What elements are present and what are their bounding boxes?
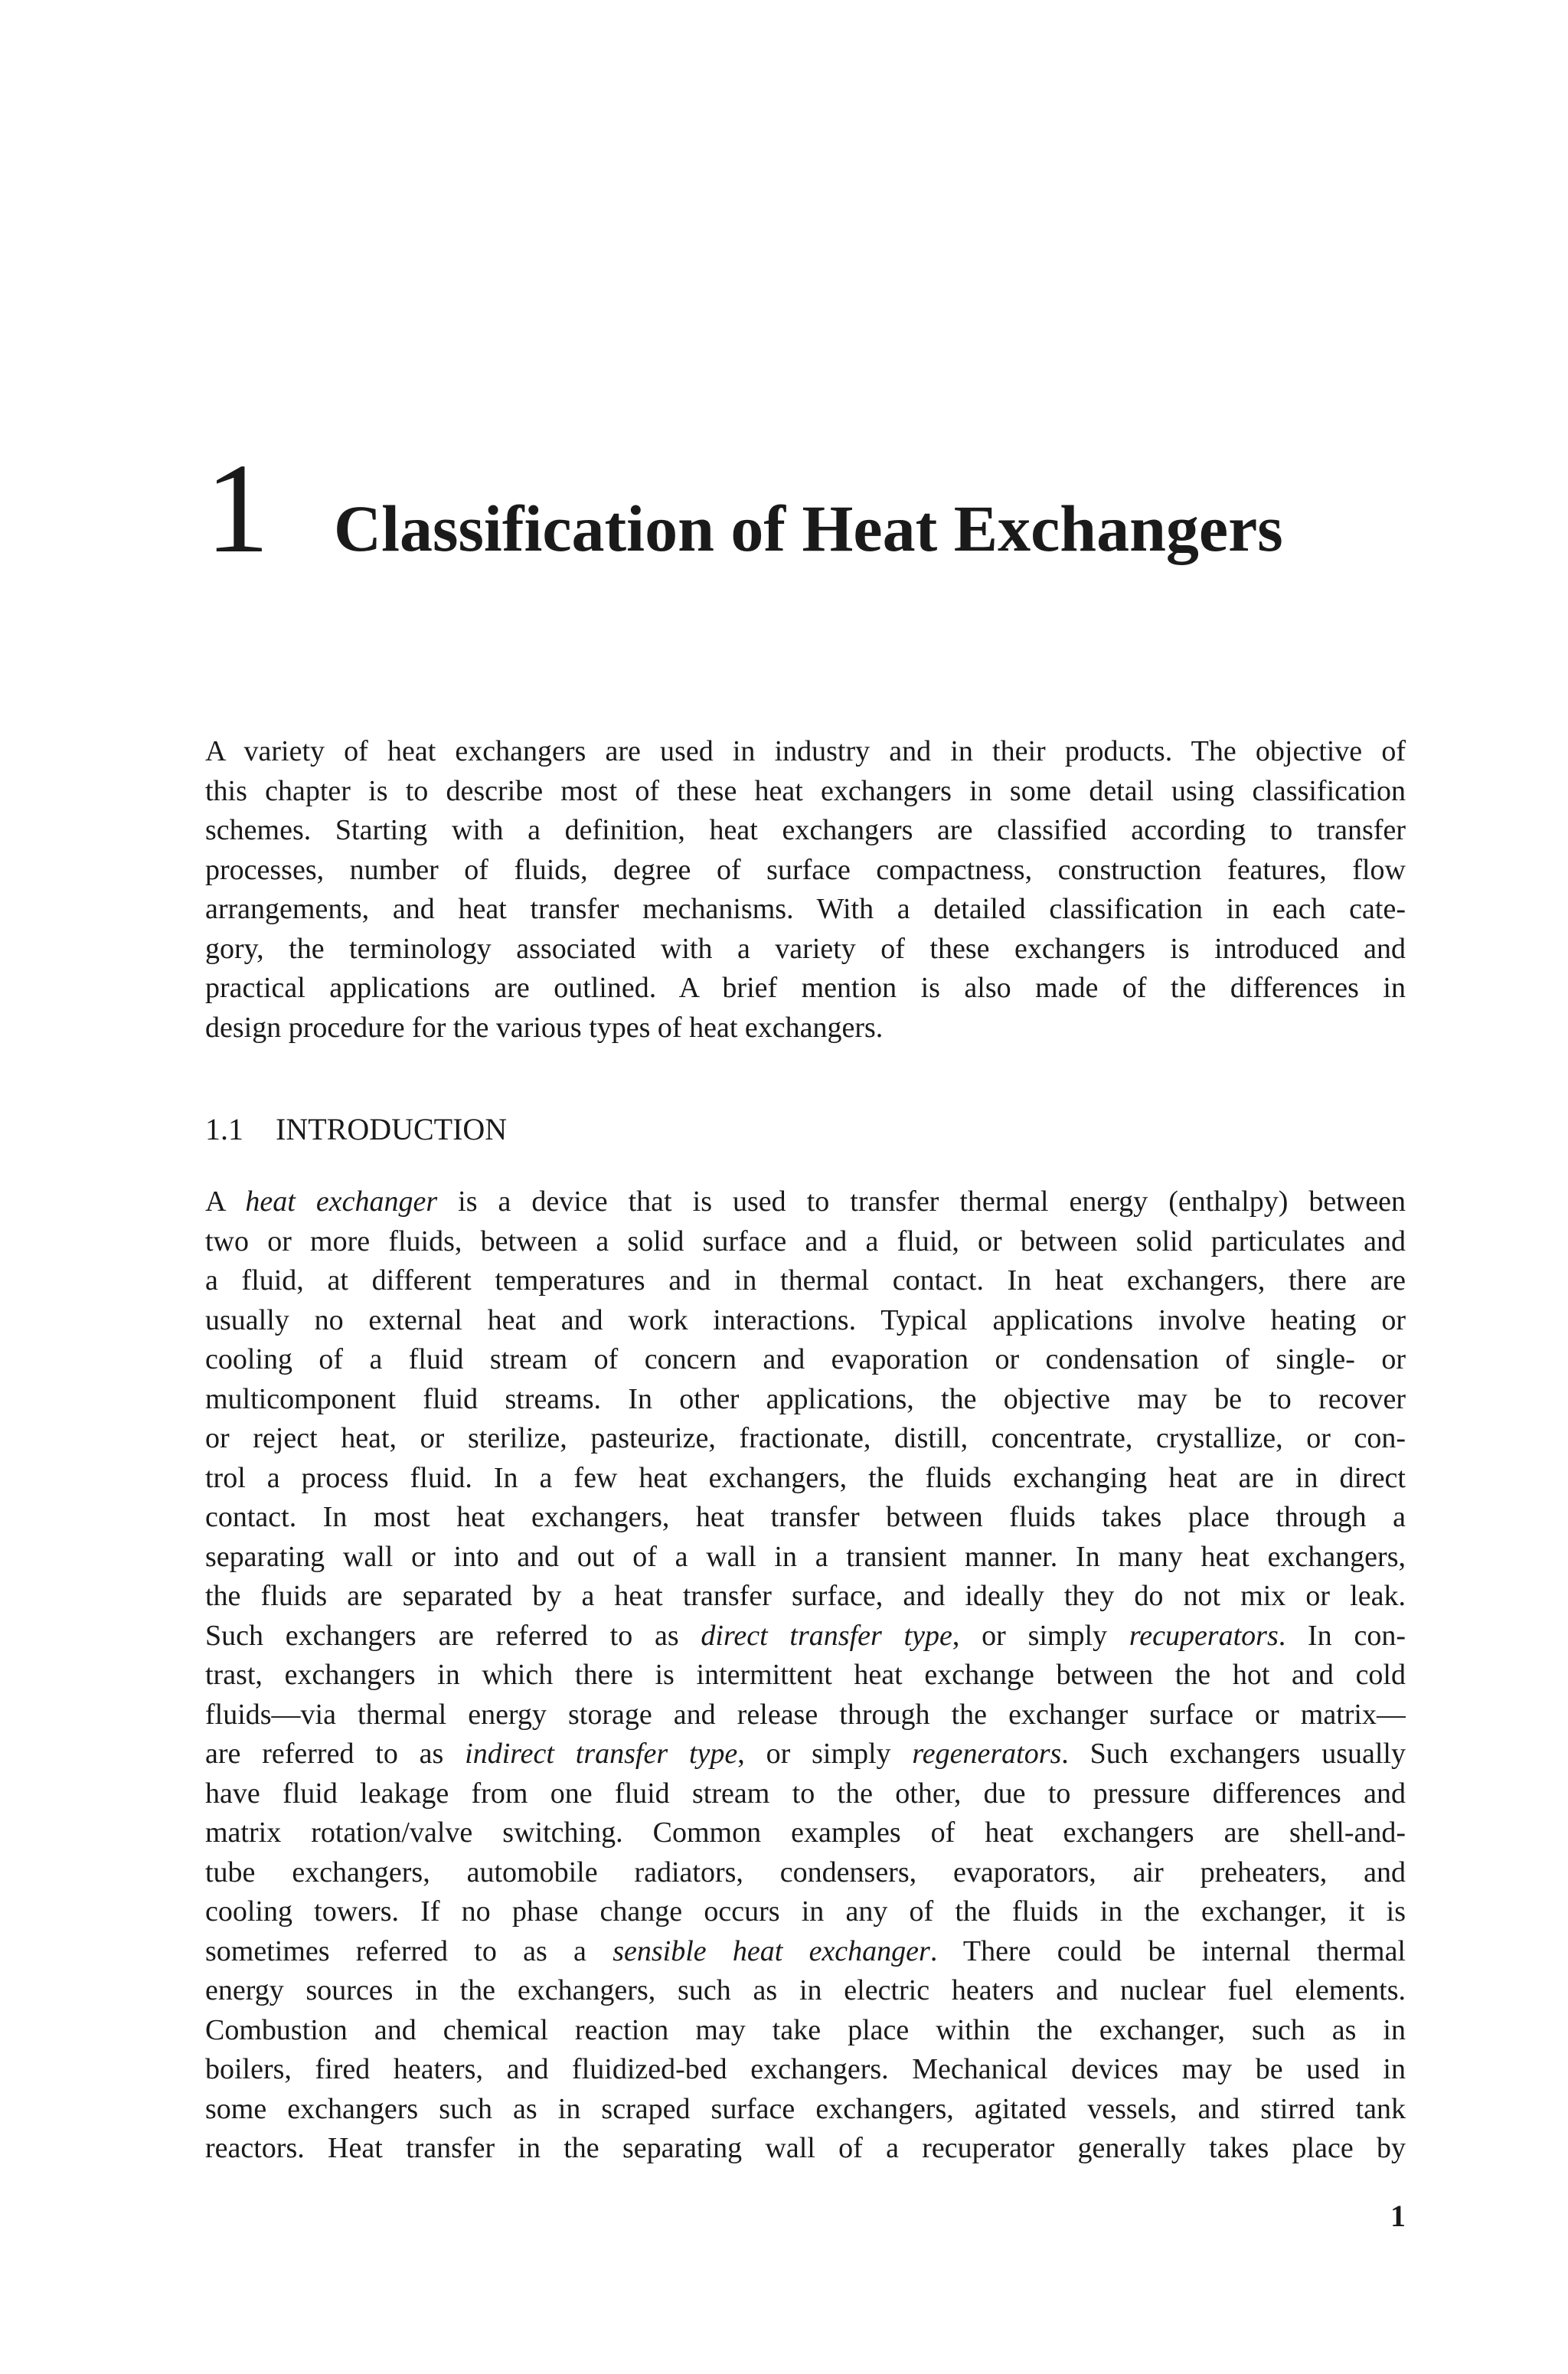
- abstract-line: practical applications are outlined. A brief mention is also made of the differences in: [205, 972, 1406, 1004]
- section-body: [205, 1182, 1406, 2169]
- abstract-line: schemes. Starting with a definition, heat exchangers are classified according to transfer: [205, 814, 1406, 846]
- italic-term: regenerators: [912, 1738, 1062, 1770]
- italic-term: recuperators: [1129, 1619, 1279, 1652]
- body-line: have fluid leakage from one fluid stream to the other, due to pressure differences and: [205, 1777, 1406, 1810]
- italic-term: sensible heat exchanger: [612, 1934, 930, 1967]
- section-title: INTRODUCTION: [276, 1112, 508, 1146]
- page-number: 1: [1390, 2199, 1406, 2233]
- body-line: energy sources in the exchangers, such as in electric heaters and nuclear fuel elements.: [205, 1974, 1406, 2006]
- body-line: matrix rotation/valve switching. Common examples of heat exchangers are shell-and-: [205, 1816, 1406, 1849]
- abstract-line: A variety of heat exchangers are used in industry and in their products. The objective of: [205, 735, 1406, 767]
- body-line: are referred to as indirect transfer type, or simply regenerators. Such exchangers usually: [205, 1738, 1406, 1770]
- italic-term: indirect transfer type: [465, 1738, 738, 1770]
- body-line: Combustion and chemical reaction may take place within the exchanger, such as in: [205, 2013, 1406, 2046]
- abstract-line: processes, number of fluids, degree of surface compactness, construction features, flow: [205, 853, 1406, 886]
- body-line: some exchangers such as in scraped surface exchangers, agitated vessels, and stirred tank: [205, 2092, 1406, 2125]
- body-line: multicomponent fluid streams. In other applications, the objective may be to recover: [205, 1382, 1406, 1415]
- body-line: separating wall or into and out of a wall in a transient manner. In many heat exchangers,: [205, 1540, 1406, 1573]
- body-line: usually no external heat and work interactions. Typical applications involve heating or: [205, 1303, 1406, 1336]
- body-line: trast, exchangers in which there is intermittent heat exchange between the hot and cold: [205, 1659, 1406, 1691]
- chapter-heading: [205, 437, 1415, 580]
- body-line: sometimes referred to as a sensible heat exchanger. There could be internal thermal: [205, 1934, 1406, 1967]
- body-line: cooling of a fluid stream of concern and evaporation or condensation of single- or: [205, 1343, 1406, 1375]
- abstract-line: design procedure for the various types of heat exchangers.: [205, 1011, 884, 1044]
- body-line: two or more fluids, between a solid surface and a fluid, or between solid particulates and: [205, 1225, 1406, 1257]
- abstract-line: arrangements, and heat transfer mechanisms. With a detailed classification in each cate-: [205, 893, 1406, 925]
- body-line: trol a process fluid. In a few heat exchangers, the fluids exchanging heat are in direct: [205, 1461, 1406, 1494]
- body-line: or reject heat, or sterilize, pasteurize, fractionate, distill, concentrate, crystallize, or con-: [205, 1422, 1406, 1454]
- body-line: contact. In most heat exchangers, heat transfer between fluids takes place through a: [205, 1501, 1406, 1533]
- body-line: reactors. Heat transfer in the separating wall of a recuperator generally takes place by: [205, 2132, 1406, 2164]
- abstract-line: gory, the terminology associated with a variety of these exchangers is introduced and: [205, 932, 1406, 965]
- abstract-line: this chapter is to describe most of these heat exchangers in some detail using classification: [205, 774, 1406, 807]
- body-line: boilers, fired heaters, and fluidized-bed exchangers. Mechanical devices may be used in: [205, 2053, 1406, 2085]
- chapter-title: Classification of Heat Exchangers: [334, 492, 1283, 565]
- body-line: tube exchangers, automobile radiators, condensers, evaporators, air preheaters, and: [205, 1856, 1406, 1888]
- chapter-number: 1: [205, 437, 270, 580]
- italic-term: direct transfer type: [701, 1619, 952, 1652]
- italic-term: heat exchanger: [245, 1185, 438, 1218]
- body-line: a fluid, at different temperatures and in thermal contact. In heat exchangers, there are: [205, 1264, 1406, 1297]
- body-line: Such exchangers are referred to as direct transfer type, or simply recuperators. In con-: [205, 1619, 1406, 1652]
- body-line: cooling towers. If no phase change occurs in any of the fluids in the exchanger, it is: [205, 1895, 1406, 1928]
- body-line: the fluids are separated by a heat transfer surface, and ideally they do not mix or leak.: [205, 1580, 1406, 1612]
- body-line: A heat exchanger is a device that is used to transfer thermal energy (enthalpy) between: [205, 1185, 1406, 1218]
- section-number: 1.1: [205, 1112, 243, 1146]
- body-line: fluids—via thermal energy storage and release through the exchanger surface or matrix—: [205, 1698, 1406, 1731]
- section-heading: [205, 1110, 507, 1149]
- chapter-abstract: [205, 732, 1406, 1048]
